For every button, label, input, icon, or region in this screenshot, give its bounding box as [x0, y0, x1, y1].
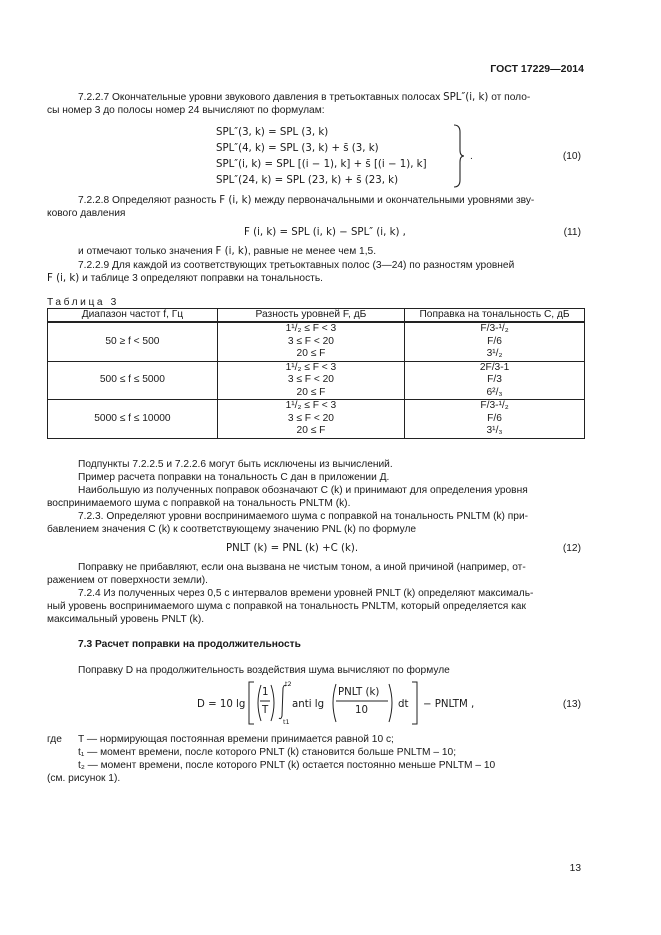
eq13-rhs: − PNLTM ,	[423, 699, 475, 710]
integral-icon	[278, 684, 288, 720]
after-table-l2: Пример расчета поправки на тональность C дан в приложении Д.	[78, 472, 390, 483]
eq13-one: 1	[262, 687, 269, 698]
table-title: Таблица 3	[47, 297, 119, 308]
p-after12-l2: ражением от поверхности земли).	[47, 575, 209, 586]
where-T: T — нормирующая постоянная времени принимается равной 10 с;	[78, 734, 394, 745]
eq13-dt: dt	[398, 699, 409, 710]
p7228-line1: 7.2.2.8 Определяют разность F (i, k) между первоначальными и окончательными уровнями зву-	[78, 195, 535, 206]
eq11-text: F (i, k) = SPL (i, k) − SPL″ (i, k) ,	[244, 227, 406, 238]
table-row: 500 ≤ f ≤ 5000 1¹/₂ ≤ F < 3 3 ≤ F < 20 20 ≤ F 2F/3-1 F/3 6²/₃	[48, 361, 585, 400]
table-header: Поправка на тональность C, дБ	[405, 309, 585, 323]
eq10-number: (10)	[562, 151, 581, 162]
p-after12-l4: ный уровень воспринимаемого шума с поправкой на тональность PNLTM, который определяется как	[47, 601, 526, 612]
eq11-number: (11)	[563, 227, 581, 238]
eq10-line1: SPL″(3, k) = SPL (3, k)	[216, 127, 329, 138]
where-t1: t₁ — момент времени, после которого PNLT (k) становится больше PNLTM – 10;	[78, 747, 457, 758]
p-after12-l1: Поправку не прибавляют, если она вызвана не чистым тоном, а иной причиной (например, от-	[78, 562, 526, 573]
table-row: 50 ≥ f < 500 1¹/₂ ≤ F < 3 3 ≤ F < 20 20 ≤ F F/3-¹/₂ F/6 3¹/₂	[48, 322, 585, 361]
f-symbol: F (i, k)	[219, 195, 252, 206]
where-t2b: (см. рисунок 1).	[47, 773, 121, 784]
fraction-bar-icon	[336, 700, 388, 702]
after-table-l1: Подпункты 7.2.2.5 и 7.2.2.6 могут быть исключены из вычислений.	[78, 459, 393, 470]
after-table-l4: воспринимаемого шума с поправкой на тональность PNLTM (k).	[47, 498, 351, 509]
eq13-antilg: anti lg	[292, 699, 325, 710]
after-table-l6: бавлением значения C (k) к соответствующему значению PNL (k) по формуле	[47, 524, 417, 535]
p7227-line1: 7.2.2.7 Окончательные уровни звукового давления в третьоктавных полосах SPL″(i, k) от поло-	[78, 92, 531, 103]
eq13-numerator: PNLT (k)	[338, 687, 380, 698]
spl-symbol: SPL″(i, k)	[443, 92, 489, 103]
eq12-number: (12)	[562, 543, 581, 554]
p-after12-l5: максимальный уровень PNLT (k).	[47, 614, 205, 625]
eq10-line4: SPL″(24, k) = SPL (23, k) + s̄ (23, k)	[216, 175, 399, 186]
note11: и отмечают только значения F (i, k), равные не менее чем 1,5.	[78, 246, 377, 257]
eq10-dot: .	[470, 151, 473, 162]
after-table-l3: Наибольшую из полученных поправок обозначают C (k) и принимают для определения уровня	[78, 485, 528, 496]
section-7-3-title: 7.3 Расчет поправки на продолжительность	[78, 639, 301, 650]
table-header: Разность уровней F, дБ	[217, 309, 404, 323]
eq13-number: (13)	[562, 699, 581, 710]
p7227-line2: сы номер 3 до полосы номер 24 вычисляют по формулам:	[47, 105, 325, 116]
right-paren-icon	[388, 683, 396, 723]
p7229-line2: F (i, k) и таблице 3 определяют поправки на тональность.	[47, 273, 323, 284]
eq13-denominator: 10	[355, 705, 368, 716]
tonality-table	[47, 308, 585, 439]
after-table-l5: 7.2.3. Определяют уровни воспринимаемого шума с поправкой на тональность PNLTM (k) при-	[78, 511, 529, 522]
p7228-line2: кового давления	[47, 208, 126, 219]
p73-l1: Поправку D на продолжительность воздействия шума вычисляют по формуле	[78, 665, 450, 676]
left-paren-icon	[254, 684, 262, 722]
right-paren-icon	[270, 684, 278, 722]
p-after12-l3: 7.2.4 Из полученных через 0,5 с интервалов времени уровней PNLT (k) определяют максималь-	[78, 588, 534, 599]
eq13-t2: t2	[285, 680, 292, 688]
eq10-line3: SPL″(i, k) = SPL [(i − 1), k] + s̄ [(i − 1), k]	[216, 159, 427, 170]
eq13-T: T	[262, 705, 269, 716]
where-t2a: t₂ — момент времени, после которого PNLT (k) остается постоянно меньше PNLTM – 10	[78, 760, 496, 771]
p7229-line1: 7.2.2.9 Для каждой из соответствующих третьоктавных полос (3—24) по разностям уровней	[78, 260, 515, 271]
right-bracket-icon	[410, 681, 420, 725]
standard-number: ГОСТ 17229—2014	[490, 63, 584, 75]
right-brace-icon	[452, 124, 466, 188]
eq13-lhs: D = 10 lg	[197, 699, 246, 710]
page-number: 13	[569, 863, 581, 874]
table-row: 5000 ≤ f ≤ 10000 1¹/₂ ≤ F < 3 3 ≤ F < 20 20 ≤ F F/3-¹/₂ F/6 3¹/₃	[48, 400, 585, 439]
eq10-line2: SPL″(4, k) = SPL (3, k) + s̄ (3, k)	[216, 143, 379, 154]
fraction-bar-icon	[260, 700, 270, 702]
left-paren-icon	[329, 683, 337, 723]
where-label: где	[47, 734, 62, 745]
eq12-text: PNLT (k) = PNL (k) +C (k).	[226, 543, 359, 554]
eq13-t1: t1	[283, 718, 290, 726]
table-header: Диапазон частот f, Гц	[48, 309, 218, 323]
